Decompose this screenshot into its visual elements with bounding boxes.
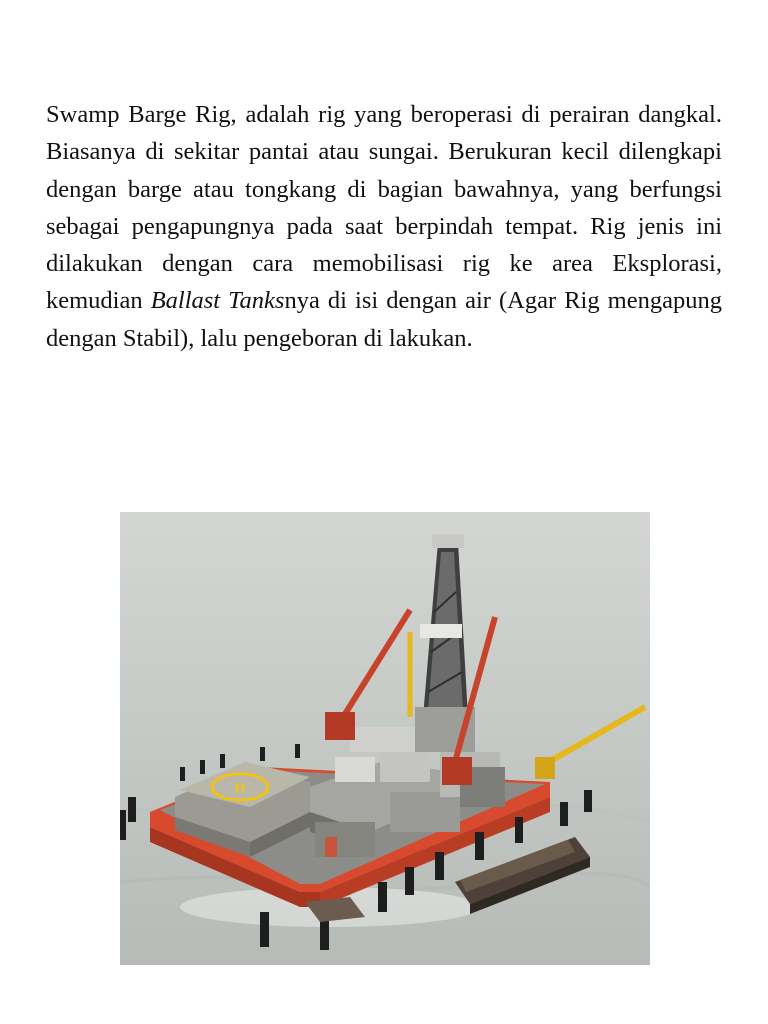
- helipad-letter: H: [234, 780, 246, 797]
- swamp-barge-rig-photo: [120, 512, 650, 965]
- paragraph-text-part-2: nya di isi dengan air (Agar Rig mengapung dengan Stabil), lalu pengeboran di lakukan.: [46, 287, 722, 352]
- paragraph-text-part-1: Swamp Barge Rig, adalah rig yang beroperasi di perairan dangkal. Biasanya di sekitar pantai atau sungai. Berukuran kecil dilengkapi dengan barge atau tongkang di bagian bawahnya, yang berfungsi sebagai pengapungnya pada saat berpindah tempat. Rig jenis ini dilakukan dengan cara memobilisasi rig ke area Eksplorasi, kemudian: [46, 101, 722, 315]
- paragraph-italic-term: Ballast Tanks: [150, 287, 285, 315]
- description-paragraph: [46, 96, 722, 357]
